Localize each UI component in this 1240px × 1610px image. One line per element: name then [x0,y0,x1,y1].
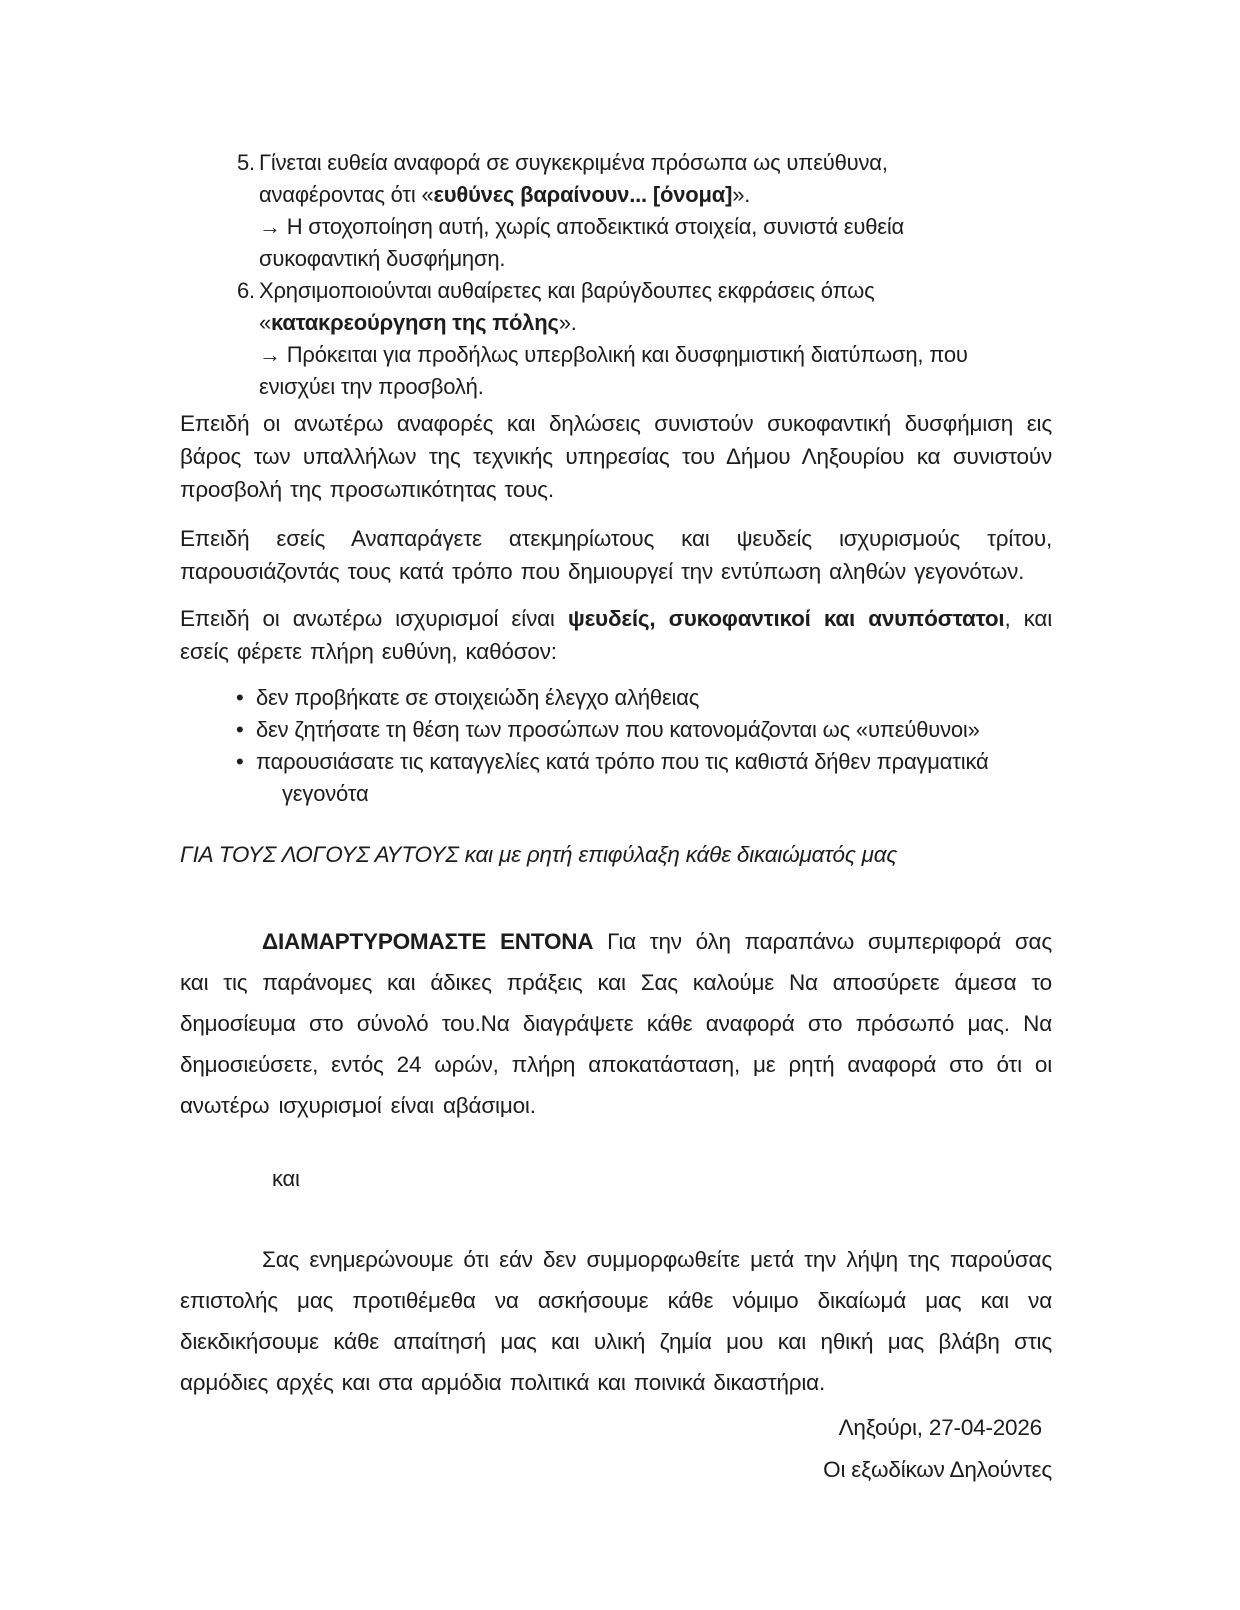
connector-word: και [272,1166,300,1191]
paragraph-thesis-1: Επειδή οι ανωτέρω αναφορές και δηλώσεις συνιστούν συκοφαντική δυσφήμιση εις βάρος των υπαλλήλων της τεχνικής υπηρεσίας του Δήμου Ληξουρίου κα συνιστούν προσβολή της προσωπικότητας τους. [180,411,1052,502]
bullet-icon: • [236,749,244,774]
bullet-item-text: δεν προβήκατε σε στοιχειώδη έλεγχο αλήθειας [256,685,700,710]
paragraph-thesis-2: Επειδή εσείς Αναπαράγετε ατεκμηρίωτους και ψευδείς ισχυρισμούς τρίτου, παρουσιάζοντάς τους κατά τρόπο που δημιουργεί την εντύπωση αληθών γεγονότων. [180,526,1052,584]
demand-paragraph: ΔΙΑΜΑΡΤΥΡΟΜΑΣΤΕ ΕΝΤΟΝΑ Για την όλη παραπάνω συμπεριφορά σας και τις παράνομες και άδικες πράξεις και Σας καλούμε Να αποσύρετε άμεσα το δημοσίευμα στο σύνολό του.Να διαγράψετε κάθε αναφορά στο πρόσωπό μας. Να δημοσιεύσετε, εντός 24 ωρών, πλήρη αποκατάσταση, με ρητή αναφορά στο ότι οι ανωτέρω ισχυρισμοί είναι αβάσιμοι. [180,929,1052,1118]
bullet-icon: • [236,717,244,742]
list-number: 6. [237,278,255,303]
list-item-5-note: → Η στοχοποίηση αυτή, χωρίς αποδεικτικά στοιχεία, συνιστά ευθεία συκοφαντική δυσφήμηση. [259,214,905,271]
list-item-6-text: Χρησιμοποιούνται αυθαίρετες και βαρύγδουπες εκφράσεις όπως «κατακρεούργηση της πόλης». [259,278,875,335]
signature-block [180,1407,1052,1491]
list-item-6 [237,275,1052,403]
list-number: 5. [237,150,255,175]
paragraph-thesis-3: Επειδή οι ανωτέρω ισχυρισμοί είναι ψευδείς, συκοφαντικοί και ανυπόστατοι, και εσείς φέρετε πλήρη ευθύνη, καθόσον: [180,606,1052,664]
bullet-item-text: παρουσιάσατε τις καταγγελίες κατά τρόπο που τις καθιστά δήθεν πραγματικά γεγονότα [256,749,989,806]
list-item-5-text: Γίνεται ευθεία αναφορά σε συγκεκριμένα πρόσωπα ως υπεύθυνα, αναφέροντας ότι «ευθύνες βαραίνουν... [όνομα]». [259,150,888,207]
bullet-item [180,682,1052,714]
numbered-list [237,147,1052,403]
signature-signers: Οι εξωδίκων Δηλούντες [823,1457,1052,1482]
document-page [180,0,1052,1491]
bullet-item [180,746,1052,810]
list-item-5 [237,147,1052,275]
bullet-item [180,714,1052,746]
list-item-6-note: → Πρόκειται για προδήλως υπερβολική και δυσφημιστική διατύπωση, που ενισχύει την προσβολή. [259,342,968,399]
signature-date: Ληξούρι, 27-04-2026 [838,1415,1042,1440]
bullet-list [180,682,1052,810]
bullet-item-text: δεν ζητήσατε τη θέση των προσώπων που κατονομάζονται ως «υπεύθυνοι» [256,717,980,742]
bullet-icon: • [236,685,244,710]
closing-paragraph: Σας ενημερώνουμε ότι εάν δεν συμμορφωθείτε μετά την λήψη της παρούσας επιστολής μας προτιθέμεθα να ασκήσουμε κάθε νόμιμο δικαίωμά μας και να διεκδικήσουμε κάθε απαίτησή μας και υλική ζημία μου και ηθική μας βλάβη στις αρμόδιες αρχές και στα αρμόδια πολιτικά και ποινικά δικαστήρια. [180,1247,1052,1395]
motto-line: ΓΙΑ ΤΟΥΣ ΛΟΓΟΥΣ ΑΥΤΟΥΣ και με ρητή επιφύλαξη κάθε δικαιώματός μας [180,842,898,867]
